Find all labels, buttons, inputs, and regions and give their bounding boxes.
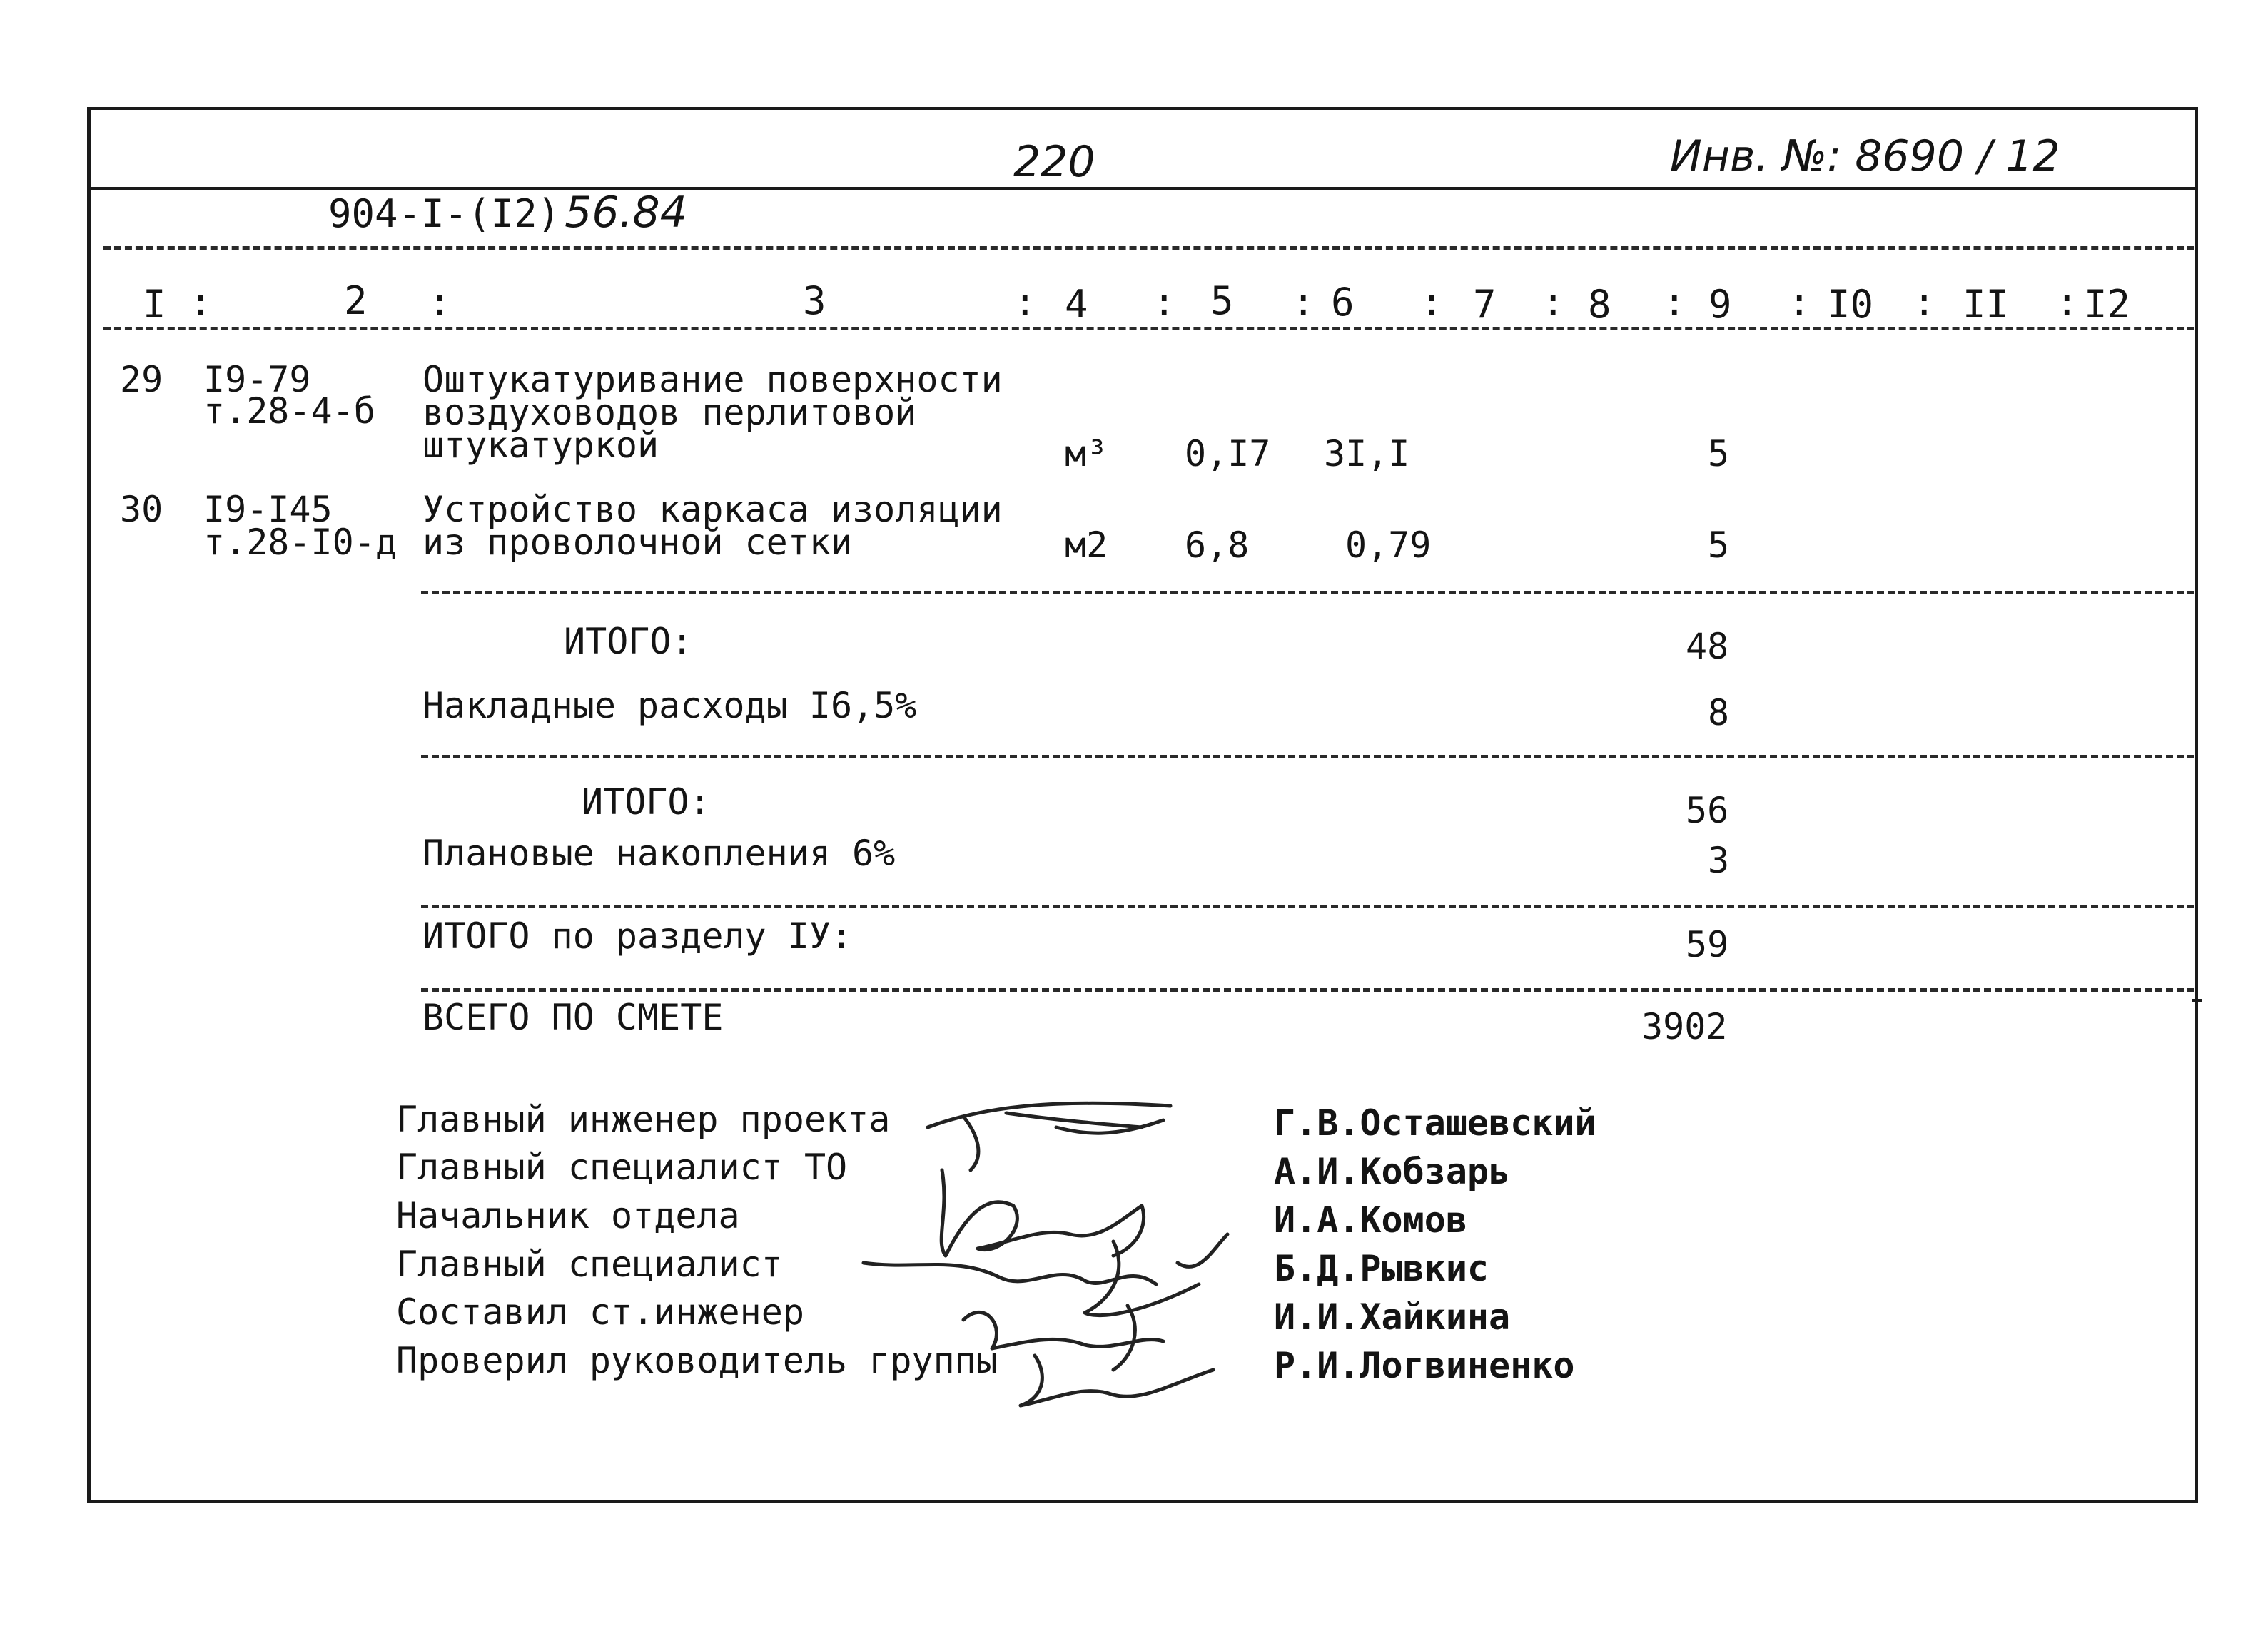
page-number: 220 bbox=[1013, 137, 1095, 187]
subtotal-rule bbox=[421, 755, 2194, 758]
inventory-number: Инв. №: 8690 / 12 bbox=[1670, 131, 2060, 181]
signatory-role: Главный специалист bbox=[396, 1244, 783, 1285]
signatory-role: Главный инженер проекта bbox=[396, 1099, 891, 1140]
row-number: 30 bbox=[120, 489, 163, 530]
column-number: 6 bbox=[1331, 280, 1355, 325]
signatory-role: Главный специалист ТО bbox=[396, 1147, 848, 1188]
section-total-label: ИТОГО по разделу IУ: bbox=[422, 915, 853, 957]
margin-tick bbox=[2192, 999, 2202, 1002]
document-code bbox=[282, 143, 687, 238]
unit: м³ bbox=[1065, 433, 1108, 474]
table-top-rule bbox=[103, 246, 2194, 250]
signatory-name: Г.В.Осташевский bbox=[1274, 1102, 1596, 1144]
work-description: штукатуркой bbox=[422, 425, 659, 466]
cost-value: 5 bbox=[1708, 524, 1730, 566]
column-separators: : bbox=[1788, 280, 1811, 325]
column-number: I bbox=[143, 282, 166, 327]
planned-savings-value: 3 bbox=[1708, 840, 1730, 881]
grand-total-label: ВСЕГО ПО СМЕТЕ bbox=[422, 997, 724, 1038]
column-separators: : bbox=[1013, 280, 1037, 325]
quantity: 0,I7 bbox=[1185, 433, 1271, 474]
column-number: 7 bbox=[1473, 282, 1497, 327]
grand-total-value: 3902 bbox=[1641, 1006, 1728, 1047]
unit: м2 bbox=[1065, 524, 1108, 566]
planned-savings-label: Плановые накопления 6% bbox=[422, 833, 896, 874]
column-number: 5 bbox=[1210, 278, 1234, 323]
section-total-value: 59 bbox=[1686, 924, 1729, 965]
signatory-name: Р.И.Логвиненко bbox=[1274, 1345, 1575, 1386]
signatory-role: Проверил руководитель группы bbox=[396, 1340, 998, 1381]
grand-total-rule bbox=[421, 988, 2194, 992]
column-number: II bbox=[1963, 282, 2010, 327]
section-rule bbox=[421, 905, 2194, 908]
column-number: 9 bbox=[1708, 282, 1732, 327]
norm-code: I9-I45 bbox=[203, 489, 333, 530]
column-separators: : bbox=[2055, 280, 2079, 325]
unit-price: 3I,I bbox=[1324, 433, 1410, 474]
column-separators: : bbox=[1292, 280, 1315, 325]
column-number: 3 bbox=[803, 278, 826, 323]
column-separators: : bbox=[1663, 280, 1686, 325]
document-code-handwritten: 56.84 bbox=[565, 188, 687, 238]
quantity: 6,8 bbox=[1185, 524, 1250, 566]
signatory-role: Начальник отдела bbox=[396, 1195, 740, 1236]
work-description: воздуховодов перлитовой bbox=[422, 392, 917, 433]
unit-price: 0,79 bbox=[1345, 524, 1432, 566]
column-separators: : bbox=[1153, 280, 1176, 325]
work-description: из проволочной сетки bbox=[422, 522, 853, 563]
row-number: 29 bbox=[120, 359, 163, 400]
column-separators: : bbox=[1913, 280, 1936, 325]
norm-table: т.28-I0-д bbox=[203, 522, 397, 563]
overhead-label: Накладные расходы I6,5% bbox=[422, 685, 917, 726]
work-description: Устройство каркаса изоляции bbox=[422, 489, 1003, 530]
signatory-name: И.А.Комов bbox=[1274, 1199, 1467, 1241]
column-number: I2 bbox=[2084, 282, 2131, 327]
subtotal-label: ИТОГО: bbox=[564, 621, 693, 662]
handwritten-signatures bbox=[842, 1084, 1242, 1413]
overhead-value: 8 bbox=[1708, 692, 1730, 733]
signatory-name: А.И.Кобзарь bbox=[1274, 1151, 1511, 1192]
norm-code: I9-79 bbox=[203, 359, 311, 400]
column-number: I0 bbox=[1827, 282, 1874, 327]
signatory-name: И.И.Хайкина bbox=[1274, 1296, 1511, 1338]
column-separators: : bbox=[428, 280, 452, 325]
subtotal-value: 56 bbox=[1686, 790, 1729, 831]
column-separators: : bbox=[1420, 280, 1444, 325]
signatory-role: Составил ст.инженер bbox=[396, 1291, 804, 1333]
column-separators: : bbox=[189, 280, 213, 325]
subtotal-value: 48 bbox=[1686, 626, 1729, 667]
work-description: Оштукатуривание поверхности bbox=[422, 359, 1003, 400]
document-code-typed: 904-I-(I2) bbox=[328, 191, 561, 236]
column-number: 2 bbox=[344, 278, 368, 323]
subtotal-label: ИТОГО: bbox=[582, 781, 711, 823]
column-separators: : bbox=[1541, 280, 1565, 325]
norm-table: т.28-4-б bbox=[203, 390, 375, 432]
subtotal-rule bbox=[421, 591, 2194, 594]
column-number: 8 bbox=[1588, 282, 1611, 327]
column-number: 4 bbox=[1065, 282, 1088, 327]
cost-value: 5 bbox=[1708, 433, 1730, 474]
column-header-rule bbox=[103, 327, 2194, 330]
signatory-name: Б.Д.Рывкис bbox=[1274, 1248, 1489, 1289]
